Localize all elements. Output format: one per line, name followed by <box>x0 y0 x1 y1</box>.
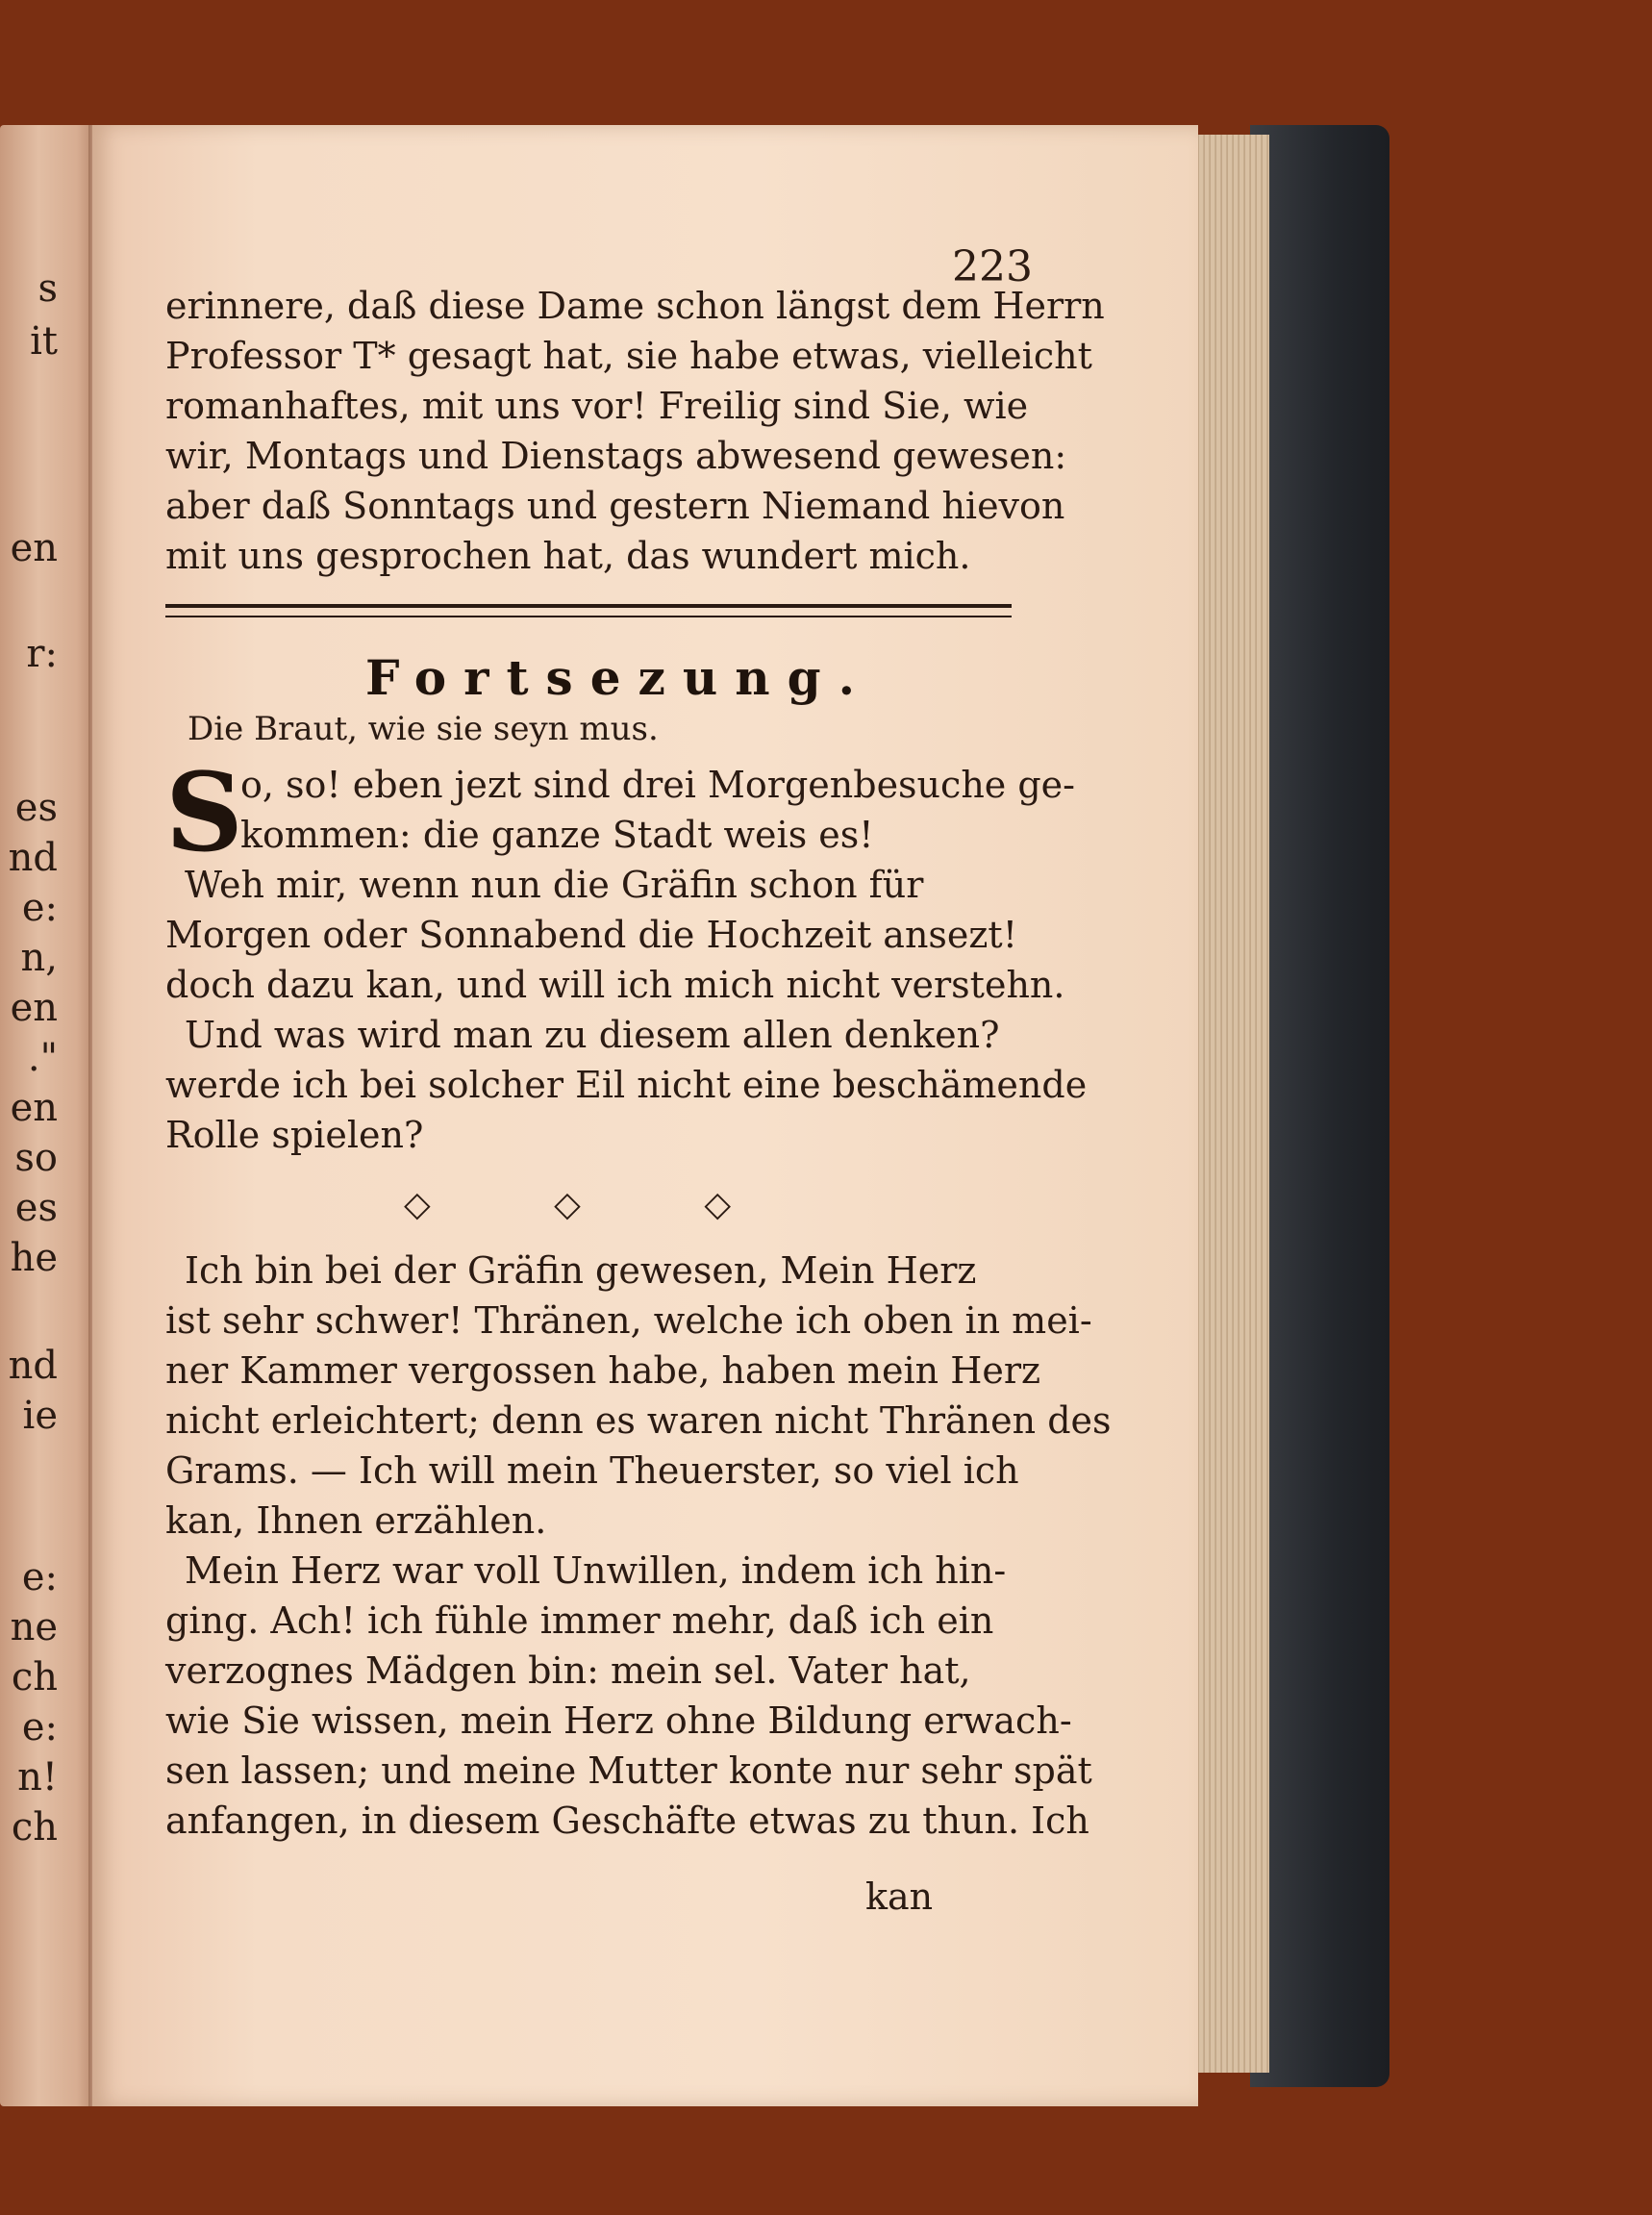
text-line: kan, Ihnen erzählen. <box>165 1499 547 1542</box>
left-page-fragment: ." <box>27 1036 58 1080</box>
text-line: Rolle spielen? <box>165 1114 424 1156</box>
left-page-fragment: s <box>38 266 58 311</box>
paragraph-opening <box>165 750 1088 1160</box>
left-page-fragment: nd <box>8 836 58 880</box>
text-line: aber daß Sonntags und gestern Niemand hievon <box>165 485 1065 527</box>
text-line: Mein Herz war voll Unwillen, indem ich hin- <box>185 1549 1007 1592</box>
left-page-fragment: it <box>30 319 58 364</box>
text-line: Und was wird man zu diesem allen denken? <box>185 1014 1000 1056</box>
text-line: anfangen, in diesem Geschäfte etwas zu thun. Ich <box>165 1800 1089 1842</box>
left-page-fragment: r: <box>26 632 58 676</box>
left-page-fragment: en <box>10 1086 58 1130</box>
ornament-icon: ◇ <box>554 1185 581 1224</box>
text-line: werde ich bei solcher Eil nicht eine beschämende <box>165 1064 1088 1106</box>
section-subtitle: Die Braut, wie sie seyn mus. <box>188 710 659 748</box>
left-page-fragment: es <box>14 786 58 830</box>
text-line: Professor T* gesagt hat, sie habe etwas, vielleicht <box>165 335 1092 377</box>
text-line: verzognes Mädgen bin: mein sel. Vater hat, <box>165 1649 971 1692</box>
text-line: mit uns gesprochen hat, das wundert mich. <box>165 535 971 577</box>
text-line: Weh mir, wenn nun die Gräfin schon für <box>185 864 924 906</box>
page-number: 223 <box>952 242 1033 291</box>
left-page-fragment: ne <box>10 1605 58 1649</box>
text-line: ist sehr schwer! Thränen, welche ich oben in mei- <box>165 1299 1092 1342</box>
paragraph-continued <box>165 281 1105 581</box>
ornament-icon: ◇ <box>404 1185 431 1224</box>
text-line: nicht erleichtert; denn es waren nicht Thränen des <box>165 1399 1112 1442</box>
left-page-fragment: e: <box>21 886 58 930</box>
left-page-fragment: ie <box>22 1394 58 1438</box>
ornament-icon: ◇ <box>704 1185 731 1224</box>
text-line: kommen: die ganze Stadt weis es! <box>240 814 874 856</box>
drop-cap: S <box>165 750 243 876</box>
catchword: kan <box>865 1875 934 1918</box>
left-page-fragment: so <box>14 1136 58 1180</box>
book-cover <box>1250 125 1389 2087</box>
left-page-fragment: n! <box>17 1755 58 1800</box>
left-page-fragment: n, <box>20 936 58 980</box>
text-line: Grams. — Ich will mein Theuerster, so viel ich <box>165 1449 1019 1492</box>
text-line: o, so! eben jezt sind drei Morgenbesuche ge- <box>240 764 1076 806</box>
left-page-fragment: nd <box>8 1344 58 1388</box>
text-line: wie Sie wissen, mein Herz ohne Bildung erwach- <box>165 1699 1072 1742</box>
text-line: ner Kammer vergossen habe, haben mein Herz <box>165 1349 1041 1392</box>
left-page-fragment: he <box>10 1236 58 1280</box>
left-page-fragment: ch <box>11 1655 58 1699</box>
section-heading: Fortsezung. <box>365 649 872 706</box>
text-line: doch dazu kan, und will ich mich nicht verstehn. <box>165 964 1065 1006</box>
left-page <box>0 125 96 2106</box>
ornament-row <box>404 1185 731 1224</box>
text-line: Morgen oder Sonnabend die Hochzeit ansezt! <box>165 914 1017 956</box>
text-line: sen lassen; und meine Mutter konte nur sehr spät <box>165 1749 1092 1792</box>
left-page-fragment: ch <box>11 1805 58 1850</box>
left-page-fragment: es <box>14 1186 58 1230</box>
paragraph-main <box>165 1246 1112 1846</box>
left-page-fragment: e: <box>21 1555 58 1599</box>
text-line: wir, Montags und Dienstags abwesend gewesen: <box>165 435 1067 477</box>
section-divider <box>165 604 1012 617</box>
text-line: Ich bin bei der Gräfin gewesen, Mein Herz <box>185 1249 977 1292</box>
left-page-fragment: en <box>10 986 58 1030</box>
left-page-fragment: en <box>10 526 58 570</box>
left-page-fragment: e: <box>21 1705 58 1749</box>
text-line: erinnere, daß diese Dame schon längst dem Herrn <box>165 285 1105 327</box>
text-line: romanhaftes, mit uns vor! Freilig sind Sie, wie <box>165 385 1029 427</box>
text-line: ging. Ach! ich fühle immer mehr, daß ich ein <box>165 1599 994 1642</box>
